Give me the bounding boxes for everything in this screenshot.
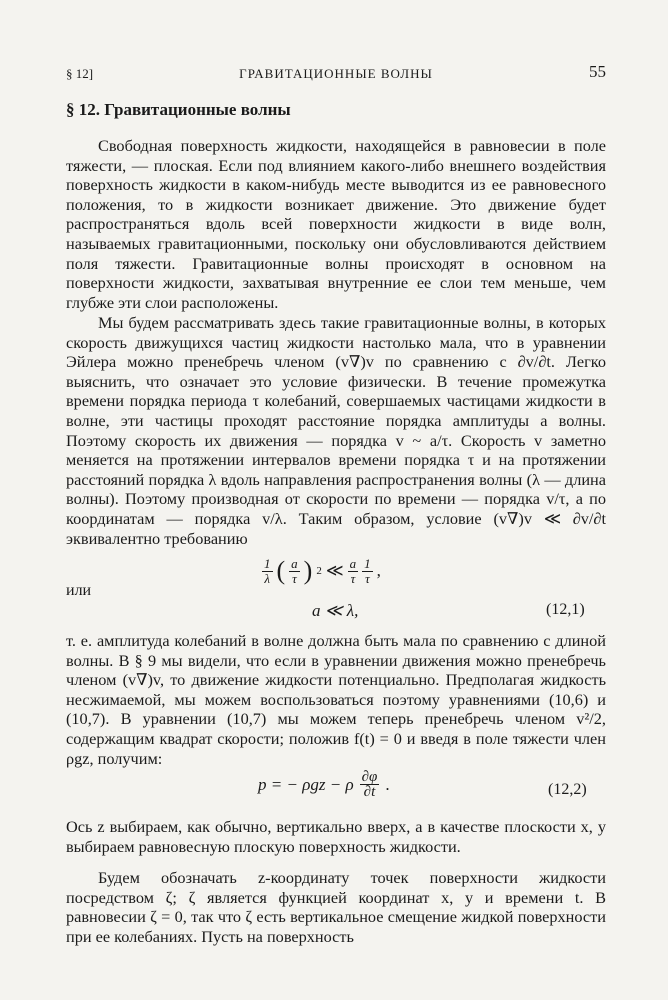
formula-a-much-less-lambda: a ≪ λ,	[312, 601, 359, 620]
formula-lhs: p = − ρgz − ρ	[258, 774, 354, 794]
frac-num: a	[291, 555, 298, 571]
fraction-one-over-lambda	[262, 557, 273, 586]
formula-comma: ,	[376, 561, 381, 580]
paragraph-5	[66, 868, 606, 946]
fraction-a-over-tau-2	[348, 557, 359, 586]
paren-close: )	[303, 556, 313, 585]
frac-den: ∂t	[363, 784, 376, 800]
paragraph-3	[66, 631, 606, 768]
fraction-a-over-tau	[289, 557, 300, 586]
frac-den: λ	[264, 570, 271, 586]
equation-number-12-2: (12,2)	[548, 781, 587, 798]
frac-num: 1	[364, 555, 371, 571]
frac-num: a	[349, 555, 357, 571]
paragraph-4-text: Ось z выбираем, как обычно, вертикально вверх, а в качестве плоскости x, y выбираем равновесную плоскую поверхность жидкости.	[66, 817, 606, 856]
paragraph-1-text: Свободная поверхность жидкости, находящейся в равновесии в поле тяжести, — плоская. Если под влиянием какого-либо внешнего воздействия поверхность жидкости в каком-нибудь месте выводится из ее равновесного положения, то в жидкости возникает движение. Это движение будет распространяться вдоль всей поверхности жидкости в виде волн, называемых гравитационными, поскольку они обусловливаются действием поля тяжести. Гравитационные волны происходят в основном на поверхности жидкости, захватывая внутренние ее слои тем меньше, чем глубже эти слои расположены.	[66, 136, 606, 312]
equation-number-12-1: (12,1)	[546, 601, 585, 618]
exponent: 2	[316, 565, 322, 577]
connective-ili: или	[66, 582, 92, 599]
fraction-dphi-dt	[360, 770, 380, 799]
much-less-sign: ≪	[325, 561, 344, 580]
paragraph-5-text: Будем обозначать z-координату точек поверхности жидкости посредством ζ; ζ является функцией координат x, y и времени t. В равновесии ζ = 0, так что ζ есть вертикальное смещение жидкой поверхности при ее колебаниях. Пусть на поверхность	[66, 868, 606, 946]
header-section-ref: § 12]	[66, 66, 94, 81]
section-title: § 12. Гравитационные волны	[66, 100, 291, 119]
frac-num: 1	[264, 555, 271, 571]
paragraph-2-text: Мы будем рассматривать здесь такие гравитационные волны, в которых скорость движущихся частиц жидкости настолько мала, что в уравнении Эйлера можно пренебречь членом (v∇)v по сравнению с ∂v/∂t. Легко выяснить, что означает это условие физически. В течение промежутка времени порядка периода τ колебаний, совершаемых частицами жидкости в волне, эти частицы проходят расстояние порядка амплитуды a волны. Поэтому скорость их движения — порядка v ~ a/τ. Скорость v заметно меняется на протяжении интервалов времени порядка τ и на протяжении расстояний порядка λ вдоль направления распространения волны (λ — длина волны). Поэтому производная от скорости по времени — порядка v/τ, а по координатам — порядка v/λ. Таким образом, условие (v∇)v ≪ ∂v/∂t эквивалентно требованию	[66, 313, 606, 548]
paragraph-2	[66, 313, 606, 548]
paragraph-1	[66, 136, 606, 312]
formula-condition	[262, 556, 381, 586]
formula-pressure	[258, 770, 390, 799]
paragraph-3-text: т. е. амплитуда колебаний в волне должна быть мала по сравнению с длиной волны. В § 9 мы видели, что если в уравнении движения можно пренебречь членом (v∇)v, то движение жидкости потенциально. Предполагая жидкость несжимаемой, мы можем воспользоваться поэтому уравнениями (10,6) и (10,7). В уравнении (10,7) мы можем теперь пренебречь членом v²/2, содержащим квадрат скорости; положив f(t) = 0 и введя в поле тяжести член ρgz, получим:	[66, 631, 606, 768]
page-number: 55	[589, 62, 606, 81]
header-title: ГРАВИТАЦИОННЫЕ ВОЛНЫ	[239, 66, 433, 81]
frac-den: τ	[292, 570, 297, 586]
running-header	[66, 62, 606, 86]
frac-den: τ	[365, 570, 370, 586]
frac-den: τ	[350, 570, 356, 586]
formula-period: .	[385, 774, 390, 794]
paragraph-4	[66, 817, 606, 856]
paren-open: (	[276, 556, 286, 585]
fraction-one-over-tau	[362, 557, 373, 586]
frac-num: ∂φ	[361, 769, 378, 785]
